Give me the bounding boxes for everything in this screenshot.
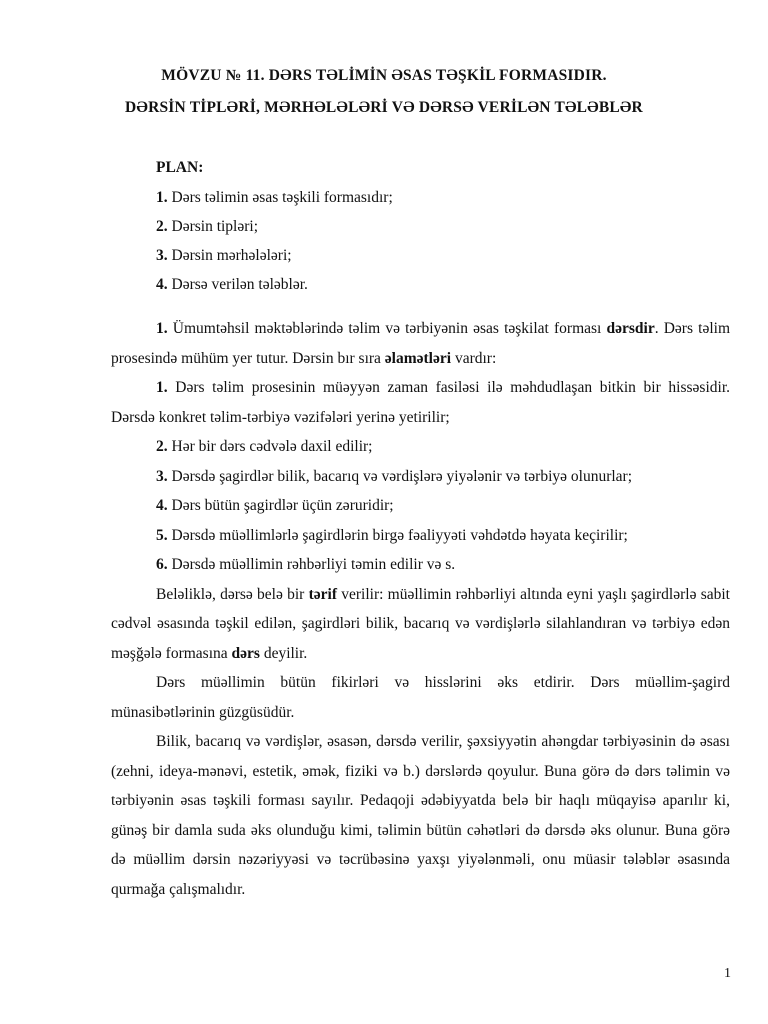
feature-text: Dərs təlim prosesinin müəyyən zaman fasiləsi ilə məhdudlaşan bitkin bir hissəsidir. Dərsdə konkret təlim-tərbiyə vəzifələri yerinə yetirilir; bbox=[111, 379, 730, 426]
document-title-line-2: DƏRSİN TİPLƏRİ, MƏRHƏLƏLƏRİ VƏ DƏRSƏ VERİLƏN TƏLƏBLƏR bbox=[125, 99, 643, 116]
plan-item-text: Dərs təlimin əsas təşkili formasıdır; bbox=[167, 189, 393, 206]
document-title-line-1: MÖVZU № 11. DƏRS TƏLİMİN ƏSAS TƏŞKİL FORMASIDIR. bbox=[161, 67, 607, 84]
paragraph-text: vardır: bbox=[451, 349, 497, 367]
feature-text: Hər bir dərs cədvələ daxil edilir; bbox=[167, 438, 373, 455]
plan-section bbox=[156, 158, 393, 304]
feature-item bbox=[111, 373, 730, 432]
paragraph-definition bbox=[111, 580, 730, 669]
document-body bbox=[111, 314, 730, 904]
feature-number: 4. bbox=[156, 497, 168, 514]
paragraph-lesson-definition-intro bbox=[111, 314, 730, 373]
page-number: 1 bbox=[724, 966, 731, 981]
plan-item-text: Dərsin tipləri; bbox=[167, 218, 259, 235]
feature-number: 6. bbox=[156, 556, 168, 573]
feature-number: 3. bbox=[156, 467, 168, 485]
feature-text: Dərsdə şagirdlər bilik, bacarıq və vərdişlərə yiyələnir və tərbiyə olunurlar; bbox=[167, 467, 633, 485]
paragraph-mirror: Dərs müəllimin bütün fikirləri və hisslərini əks etdirir. Dərs müəllim-şagird münasibətlərinin güzgüsüdür. bbox=[111, 674, 730, 721]
paragraph-text: . Dərs təlim prosesində mühüm yer tutur. Dərsin bır sıra bbox=[111, 320, 731, 367]
plan-item-text: Dərsin mərhələləri; bbox=[167, 247, 292, 264]
paragraph-number: 1. bbox=[156, 320, 168, 337]
paragraph-text: Beləliklə, dərsə belə bir bbox=[156, 585, 309, 603]
feature-number: 2. bbox=[156, 438, 168, 455]
plan-item bbox=[156, 275, 393, 304]
plan-item bbox=[156, 217, 393, 246]
feature-item bbox=[111, 462, 730, 492]
plan-item-text: Dərsə verilən tələblər. bbox=[167, 276, 308, 293]
plan-item-number: 4. bbox=[156, 276, 168, 293]
feature-number: 1. bbox=[156, 379, 168, 396]
bold-term: dərsdir bbox=[606, 320, 655, 337]
feature-item bbox=[111, 521, 730, 551]
paragraph-text: verilir: müəllimin rəhbərliyi altında eyni yaşlı şagirdlərlə sabit cədvəl əsasında təşkil edilən, şagirdləri bilik, bacarıq və vərdişlərlə silahlandıran və tərbiyə edən məşğələ formasına bbox=[111, 585, 730, 662]
bold-term: tərif bbox=[308, 585, 337, 603]
feature-item bbox=[111, 491, 730, 521]
plan-item bbox=[156, 188, 393, 217]
paragraph-knowledge: Bilik, bacarıq və vərdişlər, əsasən, dərsdə verilir, şəxsiyyətin ahəngdar tərbiyəsinin də əsası (zehni, ideya-mənəvi, estetik, əmək, fiziki və b.) dərslərdə qoyulur. Buna görə də dərs təlimin və tərbiyənin əsas təşkili forması sayılır. Pedaqoji ədəbiyyatda belə bir haqlı müqayisə aparılır ki, günəş bir damla suda əks olunduğu kimi, təlimin bütün cəhətləri də dərsdə əks olunur. Buna görə də müəllim dərsin nəzəriyyəsi və təcrübəsinə yaxşı yiyələnməli, onu müasir tələblər əsasında qurmağa çalışmalıdır. bbox=[111, 733, 730, 898]
paragraph-text: deyilir. bbox=[259, 644, 308, 662]
plan-heading: PLAN: bbox=[156, 159, 204, 176]
plan-item bbox=[156, 246, 393, 275]
feature-number: 5. bbox=[156, 526, 168, 544]
feature-item bbox=[111, 432, 730, 462]
paragraph-text: Ümumtəhsil məktəblərində təlim və tərbiyənin əsas təşkilat forması bbox=[167, 320, 607, 337]
plan-item-number: 2. bbox=[156, 218, 168, 235]
bold-term: əlamətləri bbox=[384, 349, 452, 367]
feature-text: Dərs bütün şagirdlər üçün zəruridir; bbox=[167, 497, 394, 514]
feature-text: Dərsdə müəllimin rəhbərliyi təmin edilir və s. bbox=[167, 556, 456, 573]
feature-item bbox=[111, 550, 730, 580]
feature-text: Dərsdə müəllimlərlə şagirdlərin birgə fəaliyyəti vəhdətdə həyata keçirilir; bbox=[167, 526, 628, 544]
bold-term: dərs bbox=[231, 644, 260, 662]
plan-item-number: 1. bbox=[156, 189, 168, 206]
plan-item-number: 3. bbox=[156, 247, 168, 264]
